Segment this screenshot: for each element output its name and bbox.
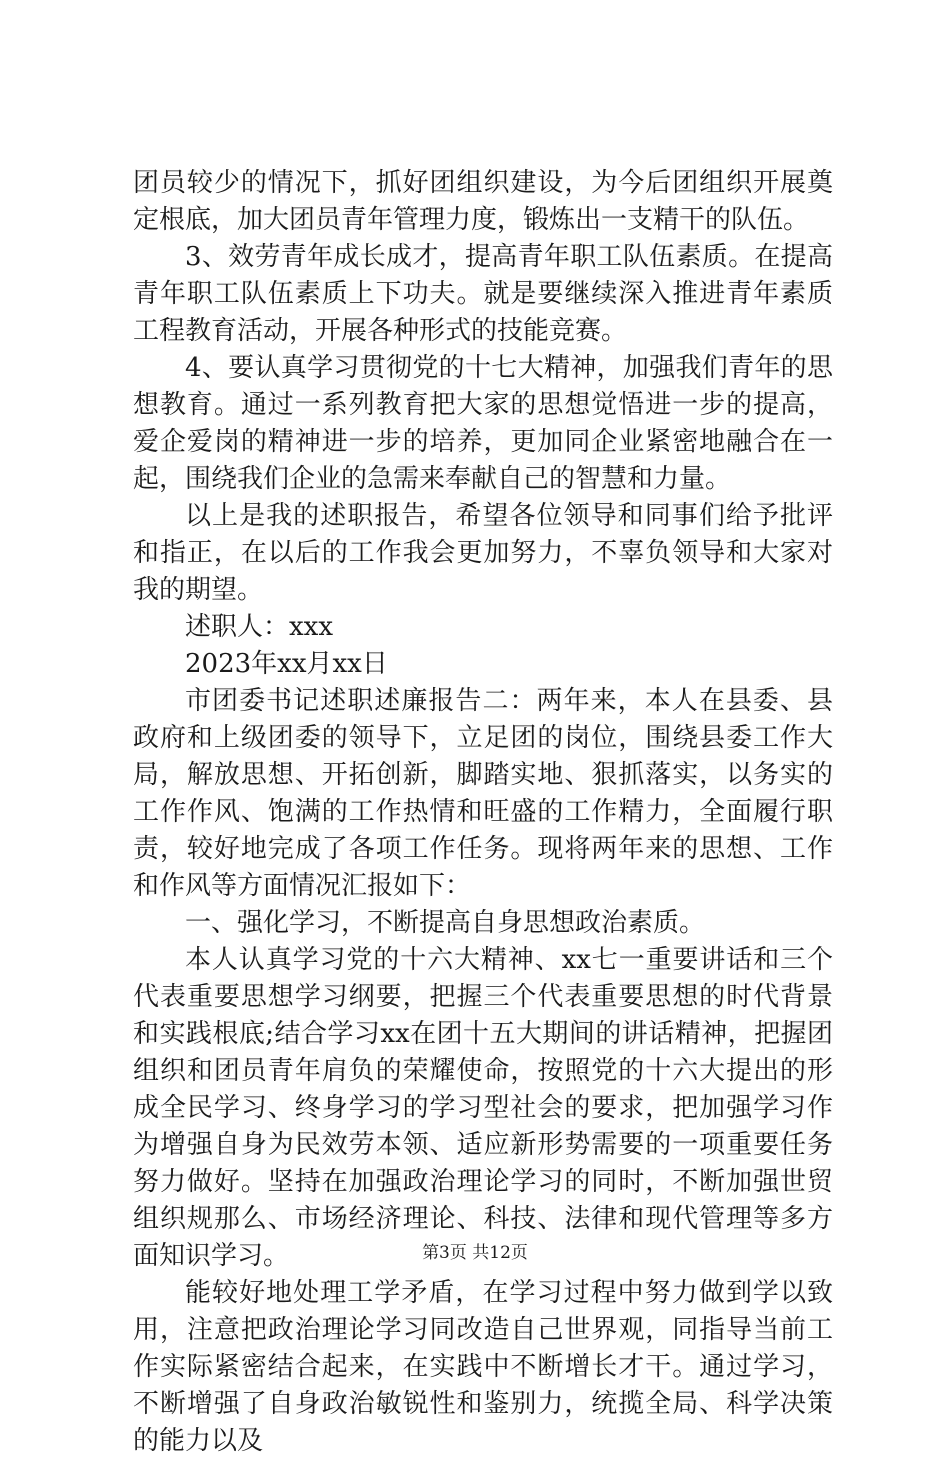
document-body [133, 165, 833, 1460]
page-number-footer: 第3页 共12页 [422, 1243, 528, 1263]
paragraph: 3、效劳青年成长成才，提高青年职工队伍素质。在提高青年职工队伍素质上下功夫。就是要继续深入推进青年素质工程教育活动，开展各种形式的技能竞赛。 [133, 242, 833, 346]
signature-line: 述职人：xxx [185, 612, 333, 642]
paragraph: 市团委书记述职述廉报告二：两年来，本人在县委、县政府和上级团委的领导下，立足团的岗位，围绕县委工作大局，解放思想、开拓创新，脚踏实地、狠抓落实，以务实的工作作风、饱满的工作热情和旺盛的工作精力，全面履行职责，较好地完成了各项工作任务。现将两年来的思想、工作和作风等方面情况汇报如下： [133, 686, 833, 901]
paragraph: 本人认真学习党的十六大精神、xx七一重要讲话和三个代表重要思想学习纲要，把握三个代表重要思想的时代背景和实践根底;结合学习xx在团十五大期间的讲话精神，把握团组织和团员青年肩负的荣耀使命，按照党的十六大提出的形成全民学习、终身学习的学习型社会的要求，把加强学习作为增强自身为民效劳本领、适应新形势需要的一项重要任务努力做好。坚持在加强政治理论学习的同时，不断加强世贸组织规那么、市场经济理论、科技、法律和现代管理等多方面知识学习。 [133, 945, 833, 1271]
paragraph: 以上是我的述职报告，希望各位领导和同事们给予批评和指正，在以后的工作我会更加努力，不辜负领导和大家对我的期望。 [133, 501, 833, 605]
paragraph: 能较好地处理工学矛盾，在学习过程中努力做到学以致用，注意把政治理论学习同改造自己世界观，同指导当前工作实际紧密结合起来，在实践中不断增长才干。通过学习，不断增强了自身政治敏锐性和鉴别力，统揽全局、科学决策的能力以及 [133, 1278, 833, 1456]
paragraph: 团员较少的情况下，抓好团组织建设，为今后团组织开展奠定根底，加大团员青年管理力度，锻炼出一支精干的队伍。 [133, 168, 833, 235]
paragraph: 4、要认真学习贯彻党的十七大精神，加强我们青年的思想教育。通过一系列教育把大家的思想觉悟进一步的提高，爱企爱岗的精神进一步的培养，更加同企业紧密地融合在一起，围绕我们企业的急需来奉献自己的智慧和力量。 [133, 353, 833, 494]
date-line: 2023年xx月xx日 [185, 649, 388, 679]
section-heading: 一、强化学习，不断提高自身思想政治素质。 [185, 908, 706, 938]
